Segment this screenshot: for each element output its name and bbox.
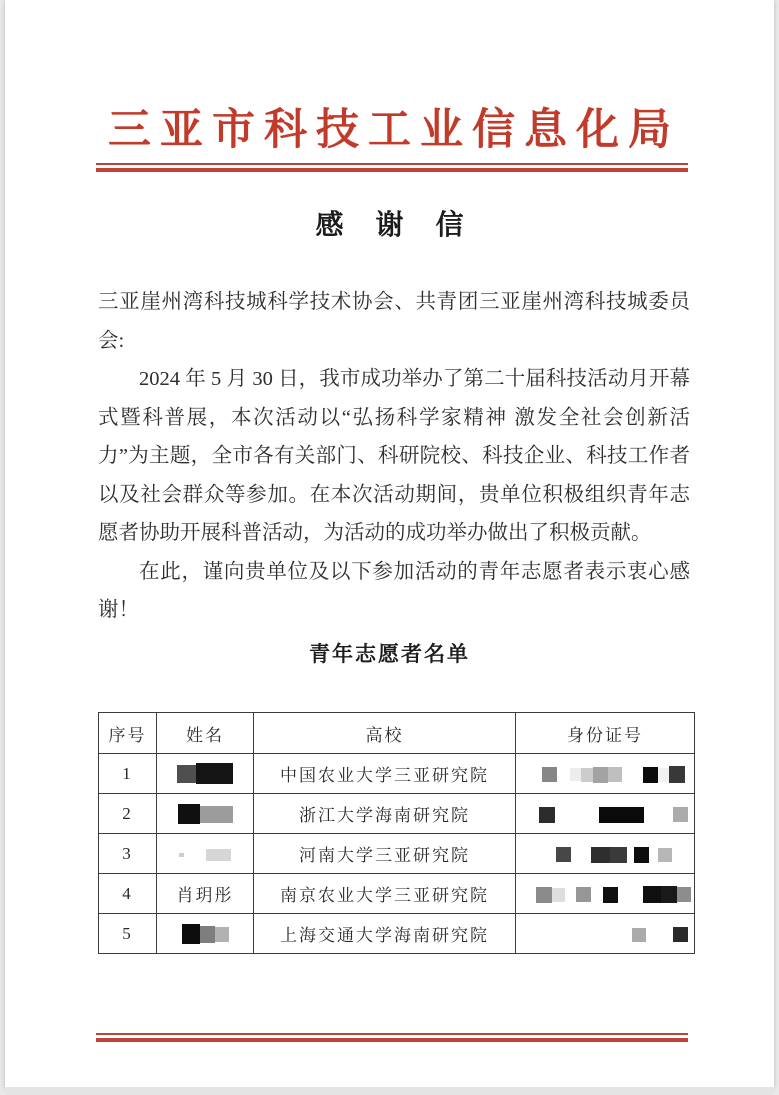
- university-cell: 浙江大学海南研究院: [254, 794, 516, 834]
- redacted-name: [179, 849, 231, 861]
- name-cell: [157, 834, 254, 874]
- id-number-cell: [516, 754, 695, 794]
- redacted-name: [177, 763, 233, 784]
- table-row: [99, 794, 695, 834]
- redaction-block: [643, 767, 658, 783]
- redacted-id: [542, 766, 685, 783]
- page-edge: [5, 1087, 774, 1095]
- redaction-block: [179, 853, 184, 857]
- redaction-block: [658, 848, 672, 862]
- name-cell: [157, 754, 254, 794]
- table-row: [99, 914, 695, 954]
- redaction-block: [581, 768, 593, 782]
- redaction-block: [661, 886, 677, 903]
- header-university: 高校: [254, 713, 516, 754]
- row-number-cell: 5: [99, 914, 157, 954]
- redaction-block: [610, 847, 627, 863]
- redacted-name: [182, 924, 229, 944]
- header-number: 序号: [99, 713, 157, 754]
- id-number-cell: [516, 794, 695, 834]
- redaction-block: [215, 927, 229, 942]
- university-cell: 中国农业大学三亚研究院: [254, 754, 516, 794]
- name-cell: [157, 794, 254, 834]
- redaction-block: [669, 766, 685, 783]
- redaction-block: [539, 807, 555, 823]
- redacted-id: [556, 847, 672, 863]
- redaction-block: [556, 847, 571, 862]
- header-name: 姓名: [157, 713, 254, 754]
- redaction-block: [673, 927, 688, 942]
- university-cell: 上海交通大学海南研究院: [254, 914, 516, 954]
- redaction-block: [634, 847, 649, 863]
- redaction-block: [603, 887, 618, 903]
- letter-body: [98, 283, 690, 630]
- row-number-cell: 3: [99, 834, 157, 874]
- redaction-block: [658, 768, 669, 782]
- paragraph-1: 2024 年 5 月 30 日，我市成功举办了第二十届科技活动月开幕式暨科普展，本次活动以“弘扬科学家精神 激发全社会创新活力”为主题，全市各有关部门、科研院校、科技企业、科技工作者以及社会群众等参加。在本次活动期间，贵单位积极组织青年志愿者协助开展科普活动，为活动的成功举办做出了积极贡献。: [98, 368, 690, 544]
- redacted-id: [539, 807, 688, 823]
- redaction-block: [632, 928, 646, 942]
- paragraph-2: 在此，谨向贵单位及以下参加活动的青年志愿者表示衷心感谢！: [98, 560, 690, 621]
- redaction-block: [576, 887, 591, 902]
- id-number-cell: [516, 834, 695, 874]
- table-row: [99, 874, 695, 914]
- table-row: [99, 754, 695, 794]
- volunteer-table: [98, 712, 695, 954]
- letterhead-rule: [96, 163, 688, 172]
- redaction-block: [200, 926, 215, 943]
- volunteer-list-title: 青年志愿者名单: [309, 642, 470, 666]
- redaction-block: [542, 767, 557, 782]
- redaction-block: [643, 886, 661, 903]
- footer-rule: [96, 1033, 688, 1042]
- redaction-block: [196, 763, 233, 784]
- row-number-cell: 4: [99, 874, 157, 914]
- doc-title: 感谢信: [315, 210, 496, 241]
- redacted-id: [540, 927, 688, 942]
- header-id-number: 身份证号: [516, 713, 695, 754]
- id-number-cell: [516, 914, 695, 954]
- redaction-block: [182, 924, 200, 944]
- redaction-block: [608, 767, 622, 782]
- redacted-id: [536, 886, 691, 903]
- redaction-block: [591, 847, 610, 863]
- name-cell: 肖玥彤: [157, 874, 254, 914]
- table-row: [99, 834, 695, 874]
- document-page: [5, 0, 774, 1087]
- redacted-name: [178, 804, 233, 824]
- salutation: 三亚崖州湾科技城科学技术协会、共青团三亚崖州湾科技城委员会:: [98, 291, 690, 352]
- redaction-block: [677, 887, 691, 902]
- letterhead-org-title: 三亚市科技工业信息化局: [108, 107, 680, 154]
- redaction-block: [593, 767, 608, 783]
- table-header-row: [99, 713, 695, 754]
- redaction-block: [536, 887, 552, 903]
- redaction-block: [570, 768, 581, 781]
- redaction-block: [200, 806, 233, 823]
- redaction-block: [177, 765, 196, 783]
- redaction-block: [673, 807, 688, 822]
- row-number-cell: 1: [99, 754, 157, 794]
- name-cell: [157, 914, 254, 954]
- redaction-block: [178, 804, 200, 824]
- university-cell: 河南大学三亚研究院: [254, 834, 516, 874]
- row-number-cell: 2: [99, 794, 157, 834]
- redaction-block: [206, 849, 231, 861]
- redaction-block: [552, 888, 565, 902]
- university-cell: 南京农业大学三亚研究院: [254, 874, 516, 914]
- id-number-cell: [516, 874, 695, 914]
- redaction-block: [599, 807, 644, 823]
